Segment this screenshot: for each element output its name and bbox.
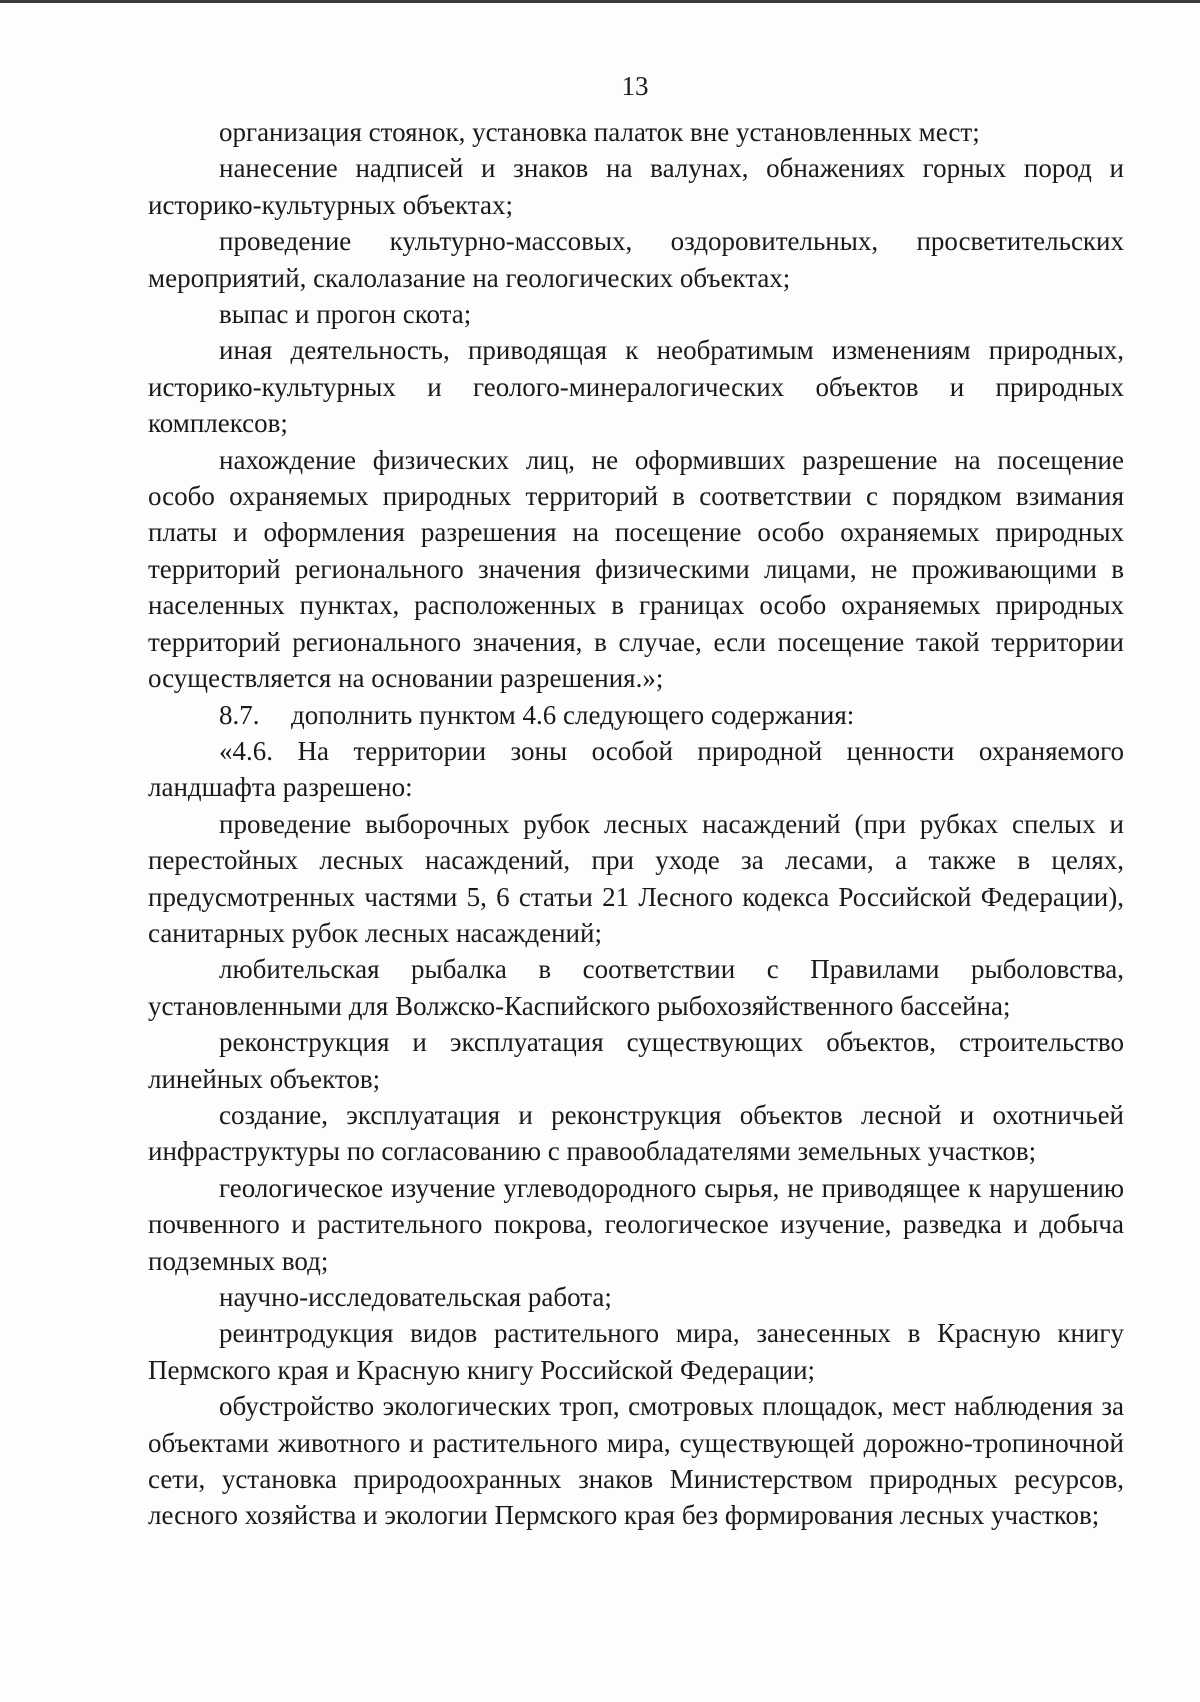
item-8-7 bbox=[148, 697, 1124, 733]
paragraph-camping: организация стоянок, установка палаток вне установленных мест; bbox=[219, 117, 980, 147]
paragraph-eco-trails: обустройство экологических троп, смотровых площадок, мест наблюдения за объектами животного и растительного мира, существующей дорожно-тропиночной сети, установка природоохранных знаков Министерством природных ресурсов, лесного хозяйства и экологии Пермского края без формирования лесных участков; bbox=[148, 1391, 1124, 1531]
page-number: 13 bbox=[621, 71, 649, 101]
paragraph-other-activity: иная деятельность, приводящая к необратимым изменениям природных, историко-культурных и геолого-минералогических объектов и природных комплексов; bbox=[148, 335, 1124, 439]
paragraph-geological-study: геологическое изучение углеводородного сырья, не приводящее к нарушению почвенного и растительного покрова, геологическое изучение, разведка и добыча подземных вод; bbox=[148, 1172, 1124, 1276]
paragraph-grazing: выпас и прогон скота; bbox=[219, 299, 472, 330]
scan-top-edge bbox=[0, 0, 1200, 3]
paragraph-inscriptions: нанесение надписей и знаков на валунах, обнажениях горных пород и историко-культурных объектах; bbox=[148, 153, 1124, 220]
paragraph-reintroduction: реинтродукция видов растительного мира, занесенных в Красную книгу Пермского края и Красную книгу Российской Федерации; bbox=[148, 1318, 1124, 1385]
document-body bbox=[148, 114, 1124, 1534]
item-8-7-text: дополнить пунктом 4.6 следующего содержания: bbox=[291, 699, 855, 730]
paragraph-4-6-intro: «4.6. На территории зоны особой природной ценности охраняемого ландшафта разрешено: bbox=[148, 735, 1124, 803]
paragraph-fishing: любительская рыбалка в соответствии с Правилами рыболовства, установленными для Волжско-Каспийского рыбохозяйственного бассейна; bbox=[148, 954, 1124, 1021]
paragraph-unpermitted-presence: нахождение физических лиц, не оформивших разрешение на посещение особо охраняемых природных территорий в соответствии с порядком взимания платы и оформления разрешения на посещение особо охраняемых природных территорий регионального значения физическими лицами, не проживающими в населенных пунктах, расположенных в границах особо охраняемых природных территорий регионального значения, в случае, если посещение такой территории осуществляется на основании разрешения.»; bbox=[148, 444, 1124, 694]
paragraph-forest-infrastructure: создание, эксплуатация и реконструкция объектов лесной и охотничьей инфраструктуры по согласованию с правообладателями земельных участков; bbox=[148, 1099, 1124, 1167]
item-8-7-number: 8.7. bbox=[219, 699, 260, 730]
paragraph-selective-logging: проведение выборочных рубок лесных насаждений (при рубках спелых и перестойных лесных насаждений, при уходе за лесами, а также в целях, предусмотренных частями 5, 6 статьи 21 Лесного кодекса Российской Федерации), санитарных рубок лесных насаждений; bbox=[148, 808, 1124, 948]
paragraph-mass-events: проведение культурно-массовых, оздоровительных, просветительских мероприятий, скалолазание на геологических объектах; bbox=[148, 226, 1124, 293]
paragraph-reconstruction: реконструкция и эксплуатация существующих объектов, строительство линейных объектов; bbox=[148, 1027, 1124, 1094]
paragraph-research: научно-исследовательская работа; bbox=[219, 1282, 612, 1312]
